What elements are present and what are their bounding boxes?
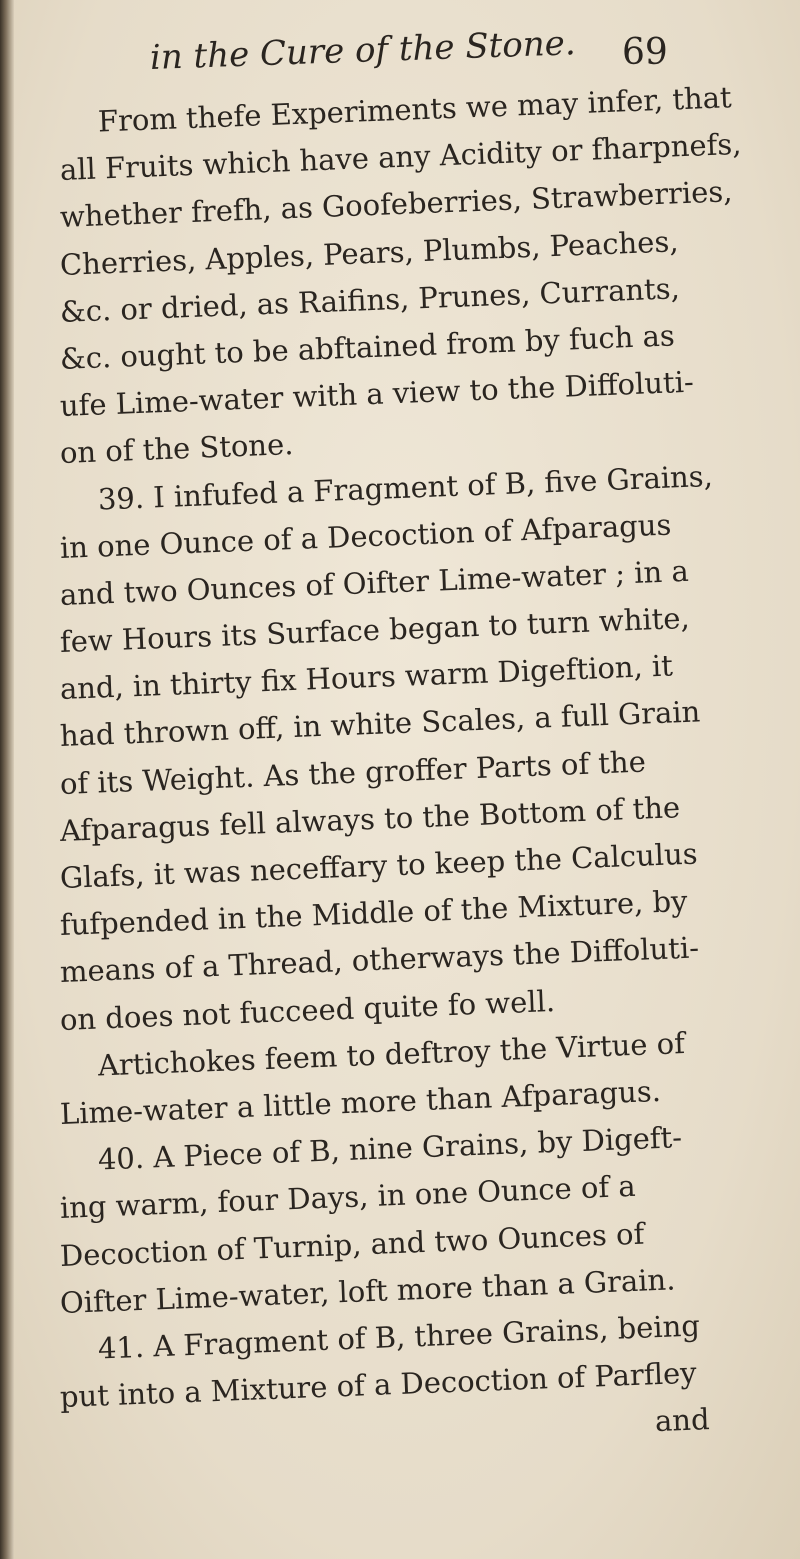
body-text [59,80,742,1468]
text-line: Oifter Lime-water, loft more than a Grain. [59,1262,676,1320]
text-line: From thefe Experiments we may infer, that [97,80,733,139]
text-line: Glafs, it was neceffary to keep the Calculus [59,836,699,895]
text-line: means of a Thread, otherways the Diffoluti- [59,930,700,990]
text-line: few Hours its Surface began to turn white, [59,600,691,660]
text-line: had thrown off, in white Scales, a full Grain [59,694,701,754]
text-line: put into a Mixture of a Decoction of Parfley [59,1355,698,1415]
text-line: on of the Stone. [59,427,294,471]
text-line: on does not fucceed quite fo well. [59,983,556,1037]
text-line: all Fruits which have any Acidity or fharpnefs, [59,127,742,188]
text-line: 39. I infufed a Fragment of B, five Grains, [97,458,714,517]
text-line: ing warm, four Days, in one Ounce of a [59,1169,637,1226]
catchword: and [654,1402,711,1439]
text-line: and two Ounces of Oifter Lime-water ; in a [59,553,690,612]
page-gutter [0,0,14,1559]
text-line: &c. ought to be abftained from by fuch as [59,318,676,376]
text-line: Lime-water a little more than Afparagus. [59,1073,662,1131]
running-head-title: in the Cure of the Stone. [149,23,577,78]
text-line: Afparagus fell always to the Bottom of the [59,790,681,848]
text-line: and, in thirty fix Hours warm Digeftion, it [59,648,674,707]
text-line: whether frefh, as Goofeberries, Strawberries, [59,174,734,235]
text-line: Cherries, Apples, Pears, Plumbs, Peaches, [59,223,680,282]
text-line: fufpended in the Middle of the Mixture, by [59,884,689,943]
text-line: 40. A Piece of B, nine Grains, by Digeft- [97,1120,683,1177]
text-line: ufe Lime-water with a view to the Diffoluti- [59,364,695,424]
text-line: of its Weight. As the groffer Parts of the [59,744,647,801]
text-line: &c. or dried, as Raifins, Prunes, Currants, [59,270,681,329]
text-line: Artichokes feem to deftroy the Virtue of [97,1025,686,1083]
text-line: Decoction of Turnip, and two Ounces of [59,1216,645,1273]
page-number: 69 [622,32,668,73]
text-line: 41. A Fragment of B, three Grains, being [97,1308,701,1366]
text-line: in one Ounce of a Decoction of Afparagus [59,507,672,565]
